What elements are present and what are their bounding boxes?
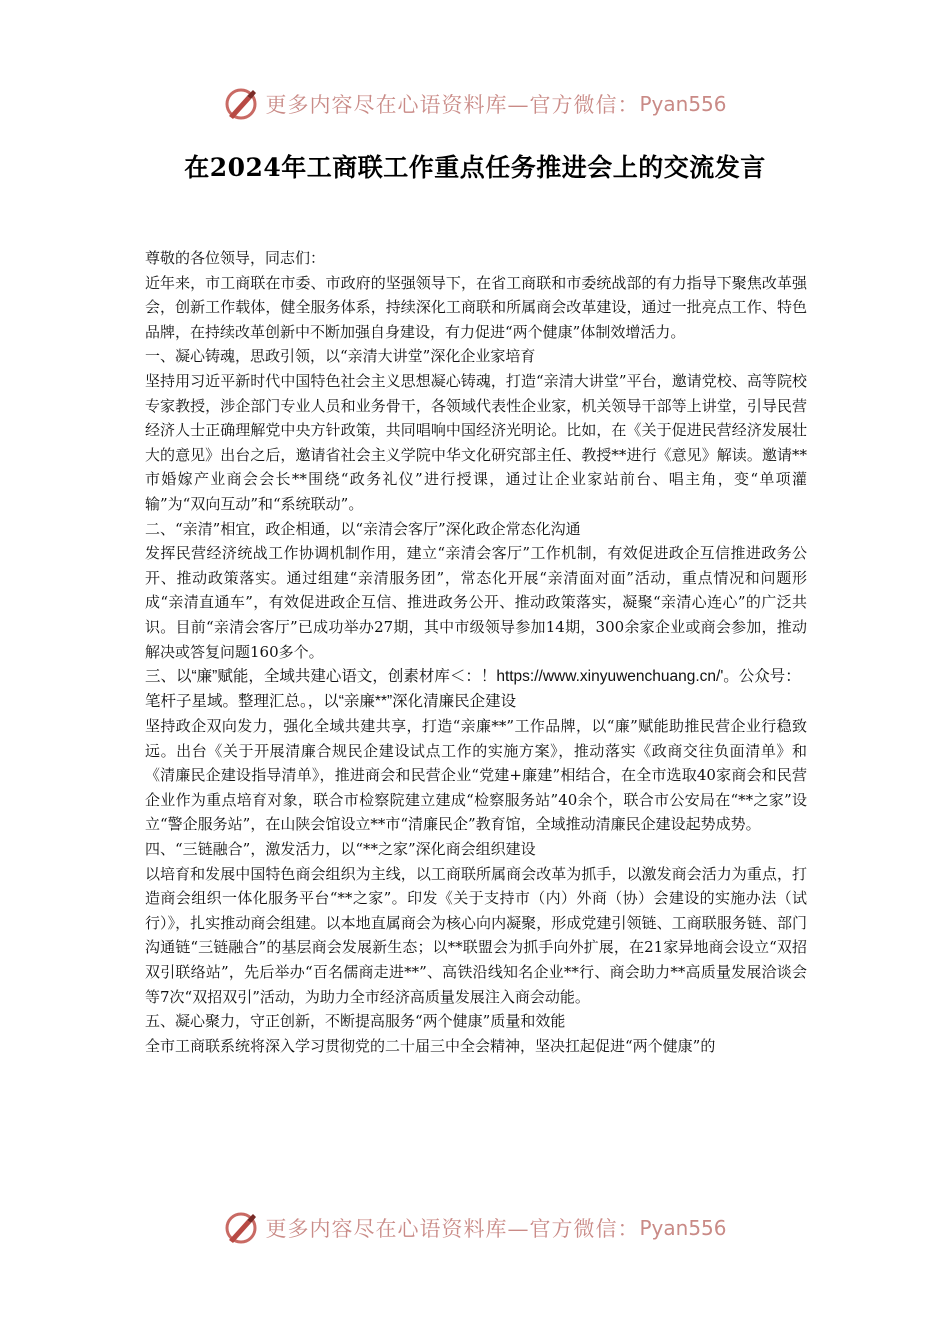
section-3-body: 坚持政企双向发力，强化全域共建共享，打造“亲廉**”工作品牌，以“廉”赋能助推民营企业行稳致远。出台《关于开展清廉合规民企建设试点工作的实施方案》，推动落实《政商交往负面清单》和《清廉民企建设指导清单》，推进商会和民营企业“党建+廉建”相结合，在全市选取40家商会和民营企业作为重点培育对象，联合市检察院建立建成“检察服务站”40余个，联合市公安局在“**之家”设立“警企服务站”，在山陕会馆设立**市“清廉民企”教育馆，全域推动清廉民企建设起势成势。 bbox=[145, 717, 807, 834]
pen-logo-icon bbox=[223, 1210, 259, 1246]
header-banner bbox=[0, 84, 950, 124]
page-title: 在2024年工商联工作重点任务推进会上的交流发言 bbox=[184, 153, 766, 182]
document-body bbox=[145, 246, 807, 1058]
greeting: 尊敬的各位领导，同志们： bbox=[145, 249, 326, 267]
section-5-body: 全市工商联系统将深入学习贯彻党的二十届三中全会精神，坚决扛起促进“两个健康”的 bbox=[145, 1036, 716, 1055]
banner-wechat-id: Pyan556 bbox=[639, 1216, 727, 1240]
section-1-body: 坚持用习近平新时代中国特色社会主义思想凝心铸魂，打造“亲清大讲堂”平台，邀请党校、高等院校专家教授，涉企部门专业人员和业务骨干，各领域代表性企业家，机关领导干部等上讲堂，引导民营经济人士正确理解党中央方针政策，共同唱响中国经济光明论。比如，在《关于促进民营经济发展壮大的意见》出台之后，邀请省社会主义学院中华文化研究部主任、教授**进行《意见》解读。邀请**市婚嫁产业商会会长**围绕“政务礼仪”进行授课，通过让企业家站前台、唱主角，变“单项灌输”为“双向互动”和“系统联动”。 bbox=[145, 371, 807, 513]
banner-wechat-id: Pyan556 bbox=[639, 92, 727, 116]
banner-text: 更多内容尽在心语资料库—官方微信： bbox=[265, 1217, 640, 1241]
section-4-heading: 四、“三链融合”，激发活力，以“**之家”深化商会组织建设 bbox=[145, 840, 536, 859]
section-5-heading: 五、凝心聚力，守正创新，不断提高服务“两个健康”质量和效能 bbox=[145, 1012, 566, 1031]
section-2-body: 发挥民营经济统战工作协调机制作用，建立“亲清会客厅”工作机制，有效促进政企互信推进政务公开、推动政策落实。通过组建“亲清服务团”，常态化开展“亲清面对面”活动，重点情况和问题形成“亲清直通车”，有效促进政企互信、推进政务公开、推动政策落实，凝聚“亲清心连心”的广泛共识。目前“亲清会客厅”已成功举办27期，其中市级领导参加14期，300余家企业或商会参加，推动解决或答复问题160多个。 bbox=[145, 544, 807, 661]
section-2-heading: 二、“亲清”相宜，政企相通，以“亲清会客厅”深化政企常态化沟通 bbox=[145, 519, 581, 538]
section-3-heading: 三、以“廉”赋能，全域共建心语文，创素材库＜：！https://www.xinyuwenchuang.cn/'。公众号：笔杆子星域。整理汇总。，以“亲廉**”深化清廉民企建设 bbox=[145, 668, 801, 711]
pen-logo-icon bbox=[223, 86, 259, 122]
intro-paragraph: 近年来，市工商联在市委、市政府的坚强领导下，在省工商联和市委统战部的有力指导下聚焦改革强会，创新工作载体，健全服务体系，持续深化工商联和所属商会改革建设，通过一批亮点工作、特色品牌，在持续改革创新中不断加强自身建设，有力促进“两个健康”体制效增活力。 bbox=[145, 273, 807, 341]
section-1-heading: 一、凝心铸魂，思政引领，以“亲清大讲堂”深化企业家培育 bbox=[145, 347, 536, 366]
section-4-body: 以培育和发展中国特色商会组织为主线，以工商联所属商会改革为抓手，以激发商会活力为重点，打造商会组织一体化服务平台“**之家”。印发《关于支持市（内）外商（协）会建设的实施办法（试行）》，扎实推动商会组建。以本地直属商会为核心向内凝聚，形成党建引领链、工商联服务链、部门沟通链“三链融合”的基层商会发展新生态；以**联盟会为抓手向外扩展，在21家异地商会设立“双招双引联络站”，先后举办“百名儒商走进**”、高铁沿线知名企业**行、商会助力**高质量发展洽谈会等7次“双招双引”活动，为助力全市经济高质量发展注入商会动能。 bbox=[145, 864, 807, 1006]
banner-text: 更多内容尽在心语资料库—官方微信： bbox=[265, 93, 640, 117]
footer-banner bbox=[0, 1208, 950, 1248]
